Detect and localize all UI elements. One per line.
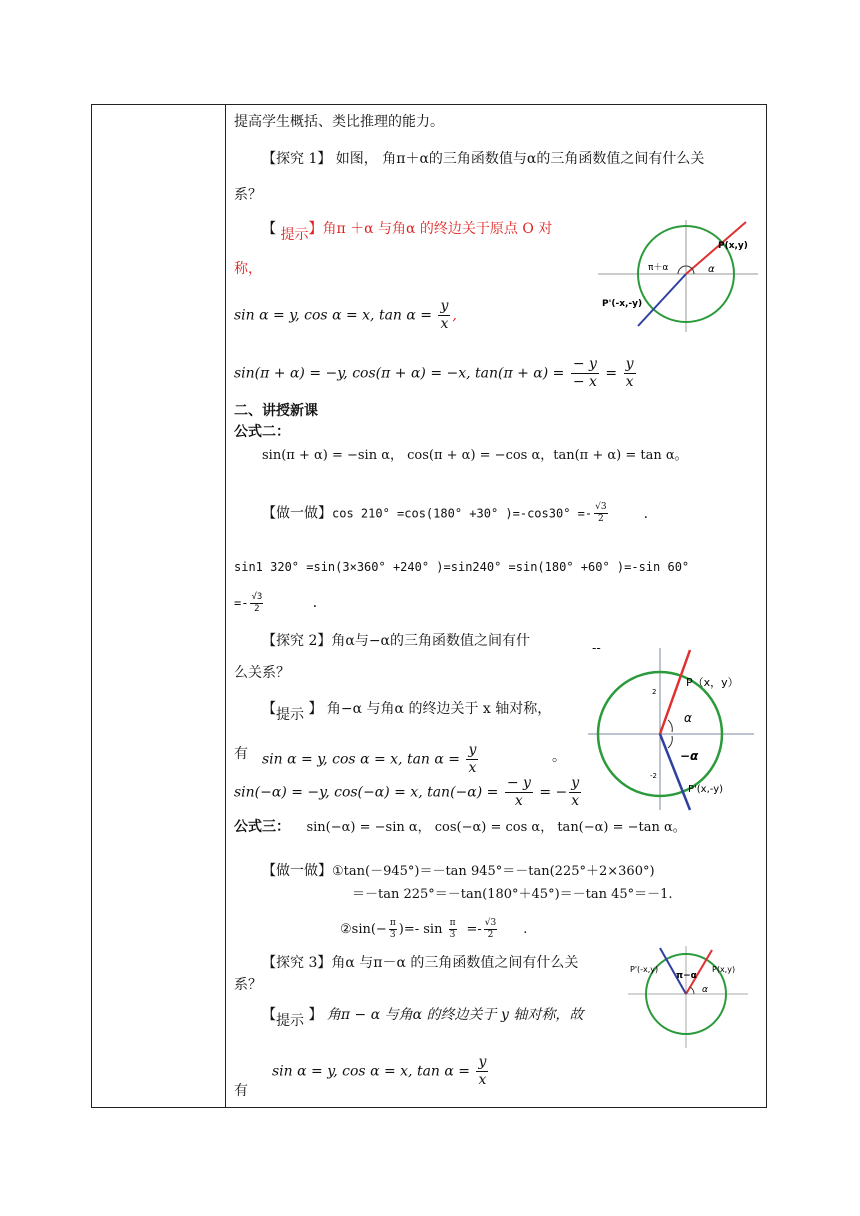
eq-3-lead: 有 (234, 746, 248, 762)
unit-circle-figure-3 (628, 944, 750, 1052)
hint-3-text: 角π − α 与角α 的终边关于 y 轴对称，故 (326, 1007, 584, 1023)
try-2-l3a: ②sin(− (340, 922, 387, 937)
hint-1-cont: 称， (234, 261, 262, 277)
try-2-line-3 (340, 918, 527, 941)
try-1-den: 2 (597, 514, 604, 524)
formula-2-title: 公式二： (234, 424, 290, 440)
hint-3-label: 提示 (276, 1013, 304, 1029)
eq-3-end: 。 (552, 749, 566, 765)
fig-3-pp-label: P'(-x,y) (630, 965, 659, 974)
equation-1 (234, 298, 457, 333)
try-1-tag: 【做一做】 (262, 505, 332, 522)
section-title: 二、讲授新课 (234, 403, 318, 419)
explore-2-text: 角α与−α的三角函数值之间有什 (331, 633, 530, 649)
explore-3 (262, 954, 578, 972)
hint-2-label: 提示 (276, 707, 304, 723)
angle-arc-alpha (668, 720, 672, 732)
try-2-line-2: ＝－tan 225°＝－tan(180°＋45°)＝－tan 45°＝－1. (352, 887, 673, 902)
try-2-line-1 (262, 862, 655, 881)
eq-4-eq: = − (534, 784, 568, 801)
eq-4-den2: x (571, 793, 580, 809)
explore-3-text: 角α 与π－α 的三角函数值之间有什么关 (331, 955, 579, 971)
eq-5-den: x (478, 1072, 487, 1088)
hint-2-close: 】 (304, 701, 323, 717)
eq-2-num2: y (625, 356, 634, 372)
try-2-end: . (523, 922, 528, 937)
try-2-pnum: π (389, 918, 396, 928)
equation-2 (234, 356, 638, 391)
formula-3 (234, 818, 686, 837)
eq-1-den: x (440, 316, 449, 332)
fig-3-pi-minus-alpha: π−α (676, 971, 697, 981)
intro-line: 提高学生概括、类比推理的能力。 (234, 114, 444, 130)
fig-1-pp-label: P'(-x,-y) (602, 299, 643, 309)
eq-1-text: sin α = y, cos α = x, tan α = (234, 307, 437, 324)
eq-4-num1: − y (506, 775, 531, 791)
try-1-text: cos 210° =cos(180° +30° )=-cos30° =- (332, 506, 593, 521)
angle-arc-neg-alpha (668, 736, 672, 748)
explore-2-dash: -- (592, 641, 601, 656)
formula-3-title: 公式三： (234, 819, 290, 835)
calc-2-pre: =- (234, 596, 249, 610)
fig-1-p-label: P(x,y) (718, 241, 748, 251)
eq-2-num1: − y (572, 356, 597, 372)
explore-1-text: 如图， 角π＋α的三角函数值与α的三角函数值之间有什么关 (331, 151, 705, 167)
eq-3-text: sin α = y, cos α = x, tan α = (262, 751, 465, 768)
eq-4-num2: y (571, 775, 580, 791)
try-2-l1: ①tan(－945°)＝－tan 945°＝－tan(225°＋2×360°) (332, 864, 655, 879)
calc-2-den: 2 (254, 604, 260, 614)
fig-2-neg-alpha: −α (680, 749, 699, 763)
explore-1-tag: 【探究 1】 (262, 151, 332, 167)
hint-1-close: 】 (308, 221, 323, 237)
try-1-num: √3 (595, 502, 607, 512)
hint-1-label: 提示 (280, 227, 309, 243)
calc-2-num: √3 (251, 592, 263, 602)
hint-2-text: 角−α 与角α 的终边关于 x 轴对称， (326, 701, 552, 717)
try-2-rnum: √3 (484, 918, 497, 928)
formula-3-text: sin(−α) = −sin α， cos(−α) = cos α， tan(−α) = −tan α。 (306, 820, 686, 835)
column-divider (225, 105, 226, 1107)
explore-3-tag: 【探究 3】 (262, 955, 332, 971)
hint-3-close: 】 (304, 1007, 323, 1023)
try-2-rden: 2 (487, 930, 494, 940)
fig-2-p-label: P（x，y） (686, 676, 739, 689)
fig-2-tick-2: 2 (652, 688, 657, 696)
explore-2 (262, 632, 530, 650)
calc-2-end: . (311, 596, 319, 610)
formula-2: sin(π + α) = −sin α， cos(π + α) = −cos α，tan(π + α) = tan α。 (262, 448, 688, 463)
try-2-pden: 3 (389, 930, 396, 940)
eq-4-text: sin(−α) = −y, cos(−α) = x, tan(−α) = (234, 784, 503, 801)
hint-1-open: 【 (262, 221, 276, 237)
explore-1-cont: 系？ (234, 187, 262, 203)
hint-3-open: 【 (262, 1007, 276, 1023)
try-2-pnum2: π (449, 918, 456, 928)
eq-2-text: sin(π + α) = −y, cos(π + α) = −x, tan(π + α) = (234, 365, 569, 382)
hint-1-text: 角π ＋α 与角α 的终边关于原点 O 对 (322, 221, 553, 237)
explore-1 (262, 150, 704, 168)
explore-2-tag: 【探究 2】 (262, 633, 332, 649)
eq-1-num: y (440, 298, 449, 314)
hint-1 (262, 220, 553, 243)
hint-3 (262, 1006, 584, 1029)
fig-3-alpha: α (702, 985, 708, 995)
try-2-l3b: )=- sin (398, 922, 447, 937)
fig-1-alpha: α (708, 264, 715, 275)
eq-2-den1: − x (572, 374, 597, 390)
eq-3-den: x (468, 760, 477, 776)
eq-3-num: y (468, 742, 477, 758)
try-1-end: . (643, 505, 649, 522)
eq-1-tail: , (452, 307, 457, 324)
try-2-tag: 【做一做】 (262, 863, 332, 879)
fig-3-p-label: P(x,y) (712, 965, 736, 974)
fig-2-alpha: α (684, 711, 692, 725)
try-2-l3c: =- (466, 922, 482, 937)
hint-2 (262, 700, 552, 723)
equation-3 (262, 742, 480, 777)
explore-3-cont: 系？ (234, 977, 262, 993)
eq-5-text: sin α = y, cos α = x, tan α = (272, 1063, 475, 1080)
hint-2-open: 【 (262, 701, 276, 717)
try-2-pden2: 3 (449, 930, 456, 940)
try-1 (262, 502, 648, 525)
reflected-side (660, 734, 690, 810)
calc-2-line: sin1 320° =sin(3×360° +240° )=sin240° =sin(180° +60° )=-sin 60° (234, 560, 690, 574)
unit-circle-figure-1 (598, 216, 760, 334)
fig-2-pp-label: P'(x,-y) (688, 784, 724, 795)
eq-4-den1: x (514, 793, 523, 809)
equation-5 (272, 1054, 490, 1089)
eq-5-num: y (478, 1054, 487, 1070)
equation-4 (234, 775, 583, 810)
explore-2-cont: 么关系？ (234, 665, 290, 681)
calc-2-result (234, 592, 319, 615)
eq-5-lead: 有 (234, 1083, 248, 1099)
eq-2-eq: = (600, 365, 622, 382)
fig-1-pi-alpha: π＋α (648, 263, 669, 273)
eq-2-den2: x (625, 374, 634, 390)
unit-circle-figure-2 (588, 646, 756, 812)
fig-2-tick-neg-2: -2 (650, 772, 657, 780)
